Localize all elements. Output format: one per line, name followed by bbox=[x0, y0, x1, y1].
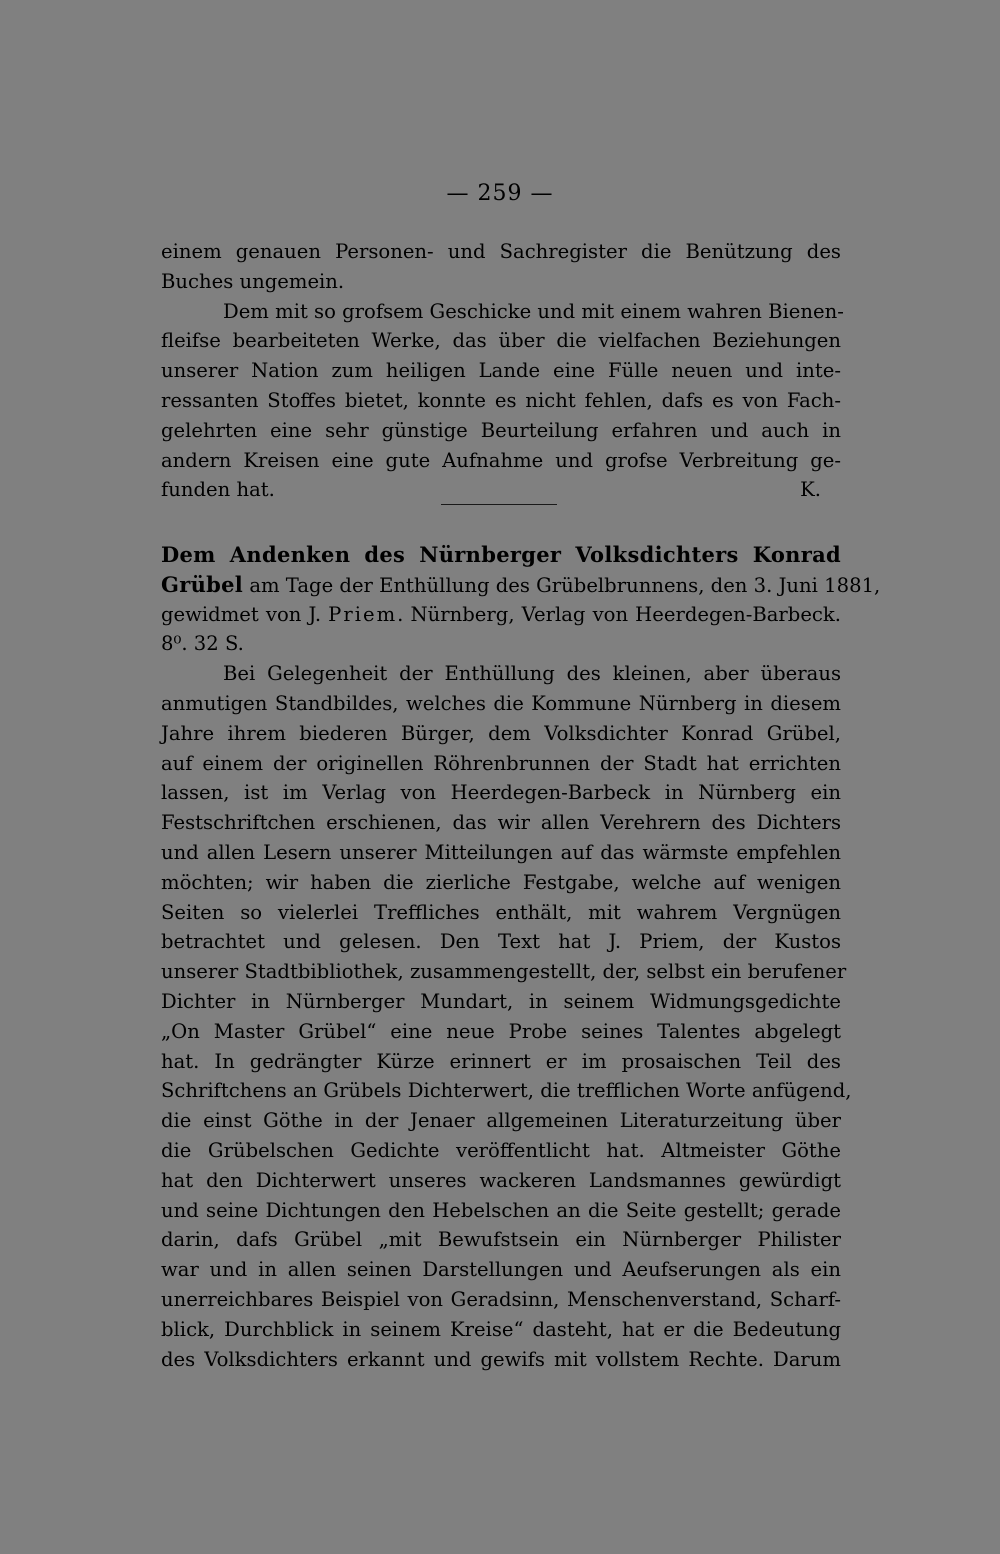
previous-review-ending bbox=[161, 237, 844, 505]
page-number: — 259 — bbox=[446, 181, 554, 206]
text-line: Bei Gelegenheit der Enthüllung des kleinen, aber überaus bbox=[223, 662, 841, 686]
text-line: Dichter in Nürnberger Mundart, in seinem Widmungsgedichte bbox=[161, 989, 841, 1013]
text-line: unserer Stadtbibliothek, zusammengestellt, der, selbst ein berufener bbox=[161, 960, 847, 984]
text-line: die Grübelschen Gedichte veröffentlicht hat. Altmeister Göthe bbox=[161, 1138, 841, 1162]
text-line: unserer Nation zum heiligen Lande eine Fülle neuen und inte- bbox=[161, 359, 841, 383]
text-line: betrachtet und gelesen. Den Text hat J. Priem, der Kustos bbox=[161, 930, 841, 954]
text-line: „On Master Grübel“ eine neue Probe seines Talentes abgelegt bbox=[161, 1019, 841, 1043]
text-line: des Volksdichters erkannt und gewifs mit vollstem Rechte. Darum bbox=[161, 1347, 841, 1371]
text-line: Dem mit so grofsem Geschicke und mit einem wahren Bienen- bbox=[223, 299, 844, 323]
text-line: hat den Dichterwert unseres wackeren Landsmannes gewürdigt bbox=[161, 1168, 841, 1192]
text-line: hat. In gedrängter Kürze erinnert er im prosaischen Teil des bbox=[161, 1049, 841, 1073]
dedication-text: gewidmet von J. bbox=[161, 602, 329, 626]
text-line: fleifse bearbeiteten Werke, das über die vielfachen Beziehungen bbox=[161, 329, 841, 353]
text-line: einem genauen Personen- und Sachregister die Benützung des bbox=[161, 240, 841, 263]
text-line: darin, dafs Grübel „mit Bewufstsein ein Nürnberger Philister bbox=[161, 1228, 841, 1252]
text-line: möchten; wir haben die zierliche Festgabe, welche auf wenigen bbox=[161, 870, 841, 894]
text-line: gelehrten eine sehr günstige Beurteilung erfahren und auch in bbox=[161, 418, 841, 442]
text-line: ressanten Stoffes bietet, konnte es nicht fehlen, dafs es von Fach- bbox=[161, 388, 841, 412]
text-line: und allen Lesern unserer Mitteilungen auf das wärmste empfehlen bbox=[161, 840, 841, 864]
bibliographic-line bbox=[161, 600, 841, 630]
text-line: Jahre ihrem biederen Bürger, dem Volksdichter Konrad Grübel, bbox=[161, 721, 841, 745]
text-line: Buches ungemein. bbox=[161, 269, 345, 293]
text-line: die einst Göthe in der Jenaer allgemeinen Literaturzeitung über bbox=[161, 1109, 841, 1133]
review-title-line-2 bbox=[161, 570, 881, 600]
review-entry bbox=[161, 540, 881, 1374]
section-divider bbox=[441, 504, 557, 505]
publisher-text: . Nürnberg, Verlag von Heerdegen-Barbeck. bbox=[397, 602, 842, 626]
text-line: unerreichbares Beispiel von Geradsinn, Menschenverstand, Scharf- bbox=[161, 1287, 841, 1311]
text-line: und seine Dichtungen den Hebelschen an die Seite gestellt; gerade bbox=[161, 1198, 841, 1222]
format-pages: 8⁰. 32 S. bbox=[161, 632, 244, 656]
text-line: anmutigen Standbildes, welches die Kommune Nürnberg in diesem bbox=[161, 691, 841, 715]
review-title: Dem Andenken des Nürnberger Volksdichters Konrad bbox=[161, 542, 841, 567]
text-line: lassen, ist im Verlag von Heerdegen-Barbeck in Nürnberg ein bbox=[161, 781, 841, 805]
text-line: andern Kreisen eine gute Aufnahme und grofse Verbreitung ge- bbox=[161, 448, 841, 472]
text-line-end: funden hat. bbox=[161, 478, 275, 502]
text-line: auf einem der originellen Röhrenbrunnen der Stadt hat errichten bbox=[161, 751, 841, 775]
author-name: Priem bbox=[328, 602, 398, 626]
bibliographic-info: am Tage der Enthüllung des Grübelbrunnens, den 3. Juni 1881, bbox=[243, 573, 881, 597]
review-title-end: Grübel bbox=[161, 571, 244, 597]
signature-line bbox=[161, 475, 841, 505]
text-line: war und in allen seinen Darstellungen und Aeufserungen als ein bbox=[161, 1258, 841, 1282]
text-line: blick, Durchblick in seinem Kreise“ dasteht, hat er die Bedeutung bbox=[161, 1317, 841, 1341]
text-line: Seiten so vielerlei Treffliches enthält, mit wahrem Vergnügen bbox=[161, 900, 841, 924]
text-line: Schriftchens an Grübels Dichterwert, die trefflichen Worte anfügend, bbox=[161, 1079, 852, 1103]
text-line: Festschriftchen erschienen, das wir allen Verehrern des Dichters bbox=[161, 811, 841, 835]
author-signature: K. bbox=[800, 478, 821, 502]
